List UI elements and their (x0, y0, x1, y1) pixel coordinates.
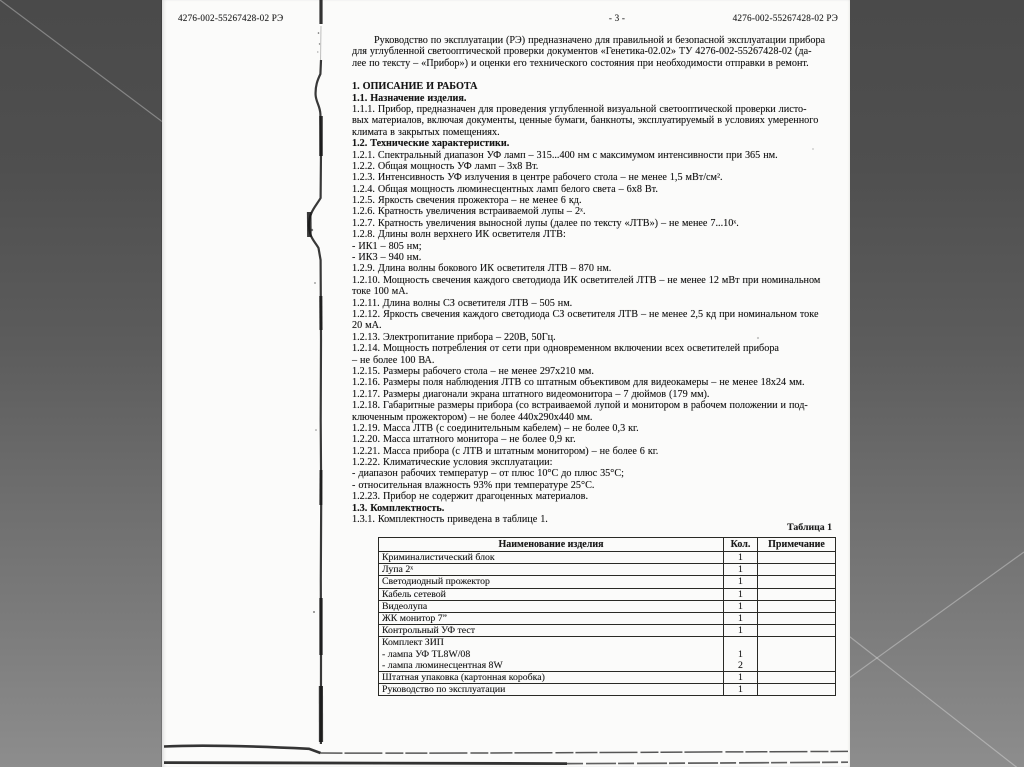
doc-line: 1.2.5. Яркость свечения прожектора – не менее 6 кд. (352, 195, 582, 207)
doc-line: 1.2.23. Прибор не содержит драгоценных материалов. (352, 491, 588, 503)
item-name: - лампа люминесцентная 8W (382, 659, 503, 671)
item-name-cell (379, 612, 724, 624)
scanned-document-page (162, 0, 850, 767)
item-qty-cell (724, 684, 758, 696)
table-column-header: Кол. (724, 538, 758, 552)
item-qty (724, 637, 757, 648)
doc-line: - диапазон рабочих температур – от плюс 10°С до плюс 35°С; (352, 468, 624, 480)
item-name: Комплект ЗИП (382, 637, 444, 649)
document-text-block (352, 35, 846, 525)
item-name-cell (379, 552, 724, 564)
table-row (379, 625, 836, 637)
item-qty: 1 (738, 612, 743, 624)
doc-line: 1.2.2. Общая мощность УФ ламп – 3х8 Вт. (352, 160, 539, 172)
scan-speck (315, 429, 317, 431)
item-name: Штатная упаковка (картонная коробка) (382, 671, 545, 683)
item-qty-cell (724, 625, 758, 637)
table-row (379, 637, 836, 672)
doc-line: вых материалов, включая документы, ценные бумаги, банкноты, эксплуатируемый в условиях умеренного (352, 115, 819, 127)
doc-line: лее по тексту – «Прибор») и оценки его технического состояния при необходимости отправки в ремонт. (352, 57, 809, 69)
doc-line: ключенным прожектором) – не более 440х290х440 мм. (352, 411, 593, 423)
doc-line: 1.2.4. Общая мощность люминесцентных ламп белого света – 6х8 Вт. (352, 183, 658, 195)
doc-line: 1.1. Назначение изделия. (352, 92, 467, 104)
table-column-header: Примечание (758, 538, 836, 552)
item-name-cell (379, 576, 724, 588)
doc-line: 1. ОПИСАНИЕ И РАБОТА (352, 81, 478, 93)
item-qty-cell (724, 576, 758, 588)
item-name: Светодиодный прожектор (382, 576, 490, 588)
equipment-table (378, 537, 836, 696)
doc-line: 1.2.9. Длина волны бокового ИК осветителя ЛТВ – 870 нм. (352, 263, 612, 275)
doc-line: 1.2.7. Кратность увеличения выносной лупы (далее по тексту «ЛТВ») – не менее 7...10ˣ. (352, 217, 739, 229)
item-name-cell (379, 671, 724, 683)
item-name: Руководство по эксплуатации (382, 684, 506, 696)
doc-line: 1.2.14. Мощность потребления от сети при одновременном включении всех осветителей прибора (352, 343, 779, 355)
item-note-cell (758, 684, 836, 696)
doc-line: 1.1.1. Прибор, предназначен для проведения углубленной визуальной светооптической проверки листо- (352, 103, 807, 115)
item-note-cell (758, 552, 836, 564)
item-name: Лупа 2ˣ (382, 564, 414, 576)
item-qty: 1 (738, 671, 743, 683)
doc-line: Руководство по эксплуатации (РЭ) предназначено для правильной и безопасной эксплуатации прибора (374, 35, 826, 46)
scan-speck (311, 229, 313, 231)
table-row (379, 612, 836, 624)
scan-smudge-line (567, 762, 848, 763)
background-diagonal-line (845, 633, 1024, 767)
item-qty: 1 (738, 588, 743, 600)
item-name: Контрольный УФ тест (382, 625, 476, 637)
doc-line: 1.2.6. Кратность увеличения встраиваемой лупы – 2ˣ. (352, 206, 586, 218)
item-name-cell (379, 637, 724, 672)
item-name-cell (379, 684, 724, 696)
item-qty-cell (724, 612, 758, 624)
item-qty: 1 (738, 564, 743, 576)
doc-line: 1.2.16. Размеры поля наблюдения ЛТВ со штатным объективом для видеокамеры – не менее 18х24 мм. (352, 377, 805, 389)
table-header-row (379, 538, 836, 552)
item-qty: 1 (738, 648, 743, 660)
item-qty-cell (724, 564, 758, 576)
table-row (379, 684, 836, 696)
item-qty-cell (724, 637, 758, 672)
background-diagonal-line (0, 0, 176, 132)
doc-line: - ИК1 – 805 нм; (352, 240, 422, 252)
table-row (379, 600, 836, 612)
table-row (379, 671, 836, 683)
item-name: Криминалистический блок (382, 552, 495, 563)
doc-line: 1.3. Комплектность. (352, 502, 445, 514)
item-note-cell (758, 600, 836, 612)
item-qty-cell (724, 600, 758, 612)
item-qty: 1 (738, 684, 743, 696)
background-diagonal-line (845, 552, 1024, 681)
table-row (379, 576, 836, 588)
item-name: - лампа УФ TL8W/08 (382, 648, 471, 660)
doc-line: 1.2.11. Длина волны СЗ осветителя ЛТВ – 505 нм. (352, 297, 573, 309)
doc-line: 1.2.1. Спектральный диапазон УФ ламп – 315...400 нм с максимумом интенсивности при 365 нм. (352, 149, 778, 161)
scan-speck (317, 51, 318, 52)
doc-number-left: 4276-002-55267428-02 РЭ (178, 13, 284, 23)
page-fold-crease (309, 60, 321, 744)
scan-speck (313, 611, 315, 613)
doc-line: 1.2.18. Габаритные размеры прибора (со встраиваемой лупой и монитором в рабочем положении и под- (352, 400, 808, 412)
doc-line: 1.2.13. Электропитание прибора – 220В, 50Гц. (352, 331, 556, 343)
item-name: ЖК монитор 7” (382, 612, 447, 624)
doc-line: климата в закрытых помещениях. (352, 126, 500, 138)
doc-line: - относительная влажность 93% при температуре 25°С. (352, 479, 595, 491)
doc-line: 1.2.12. Яркость свечения каждого светодиода СЗ осветителя ЛТВ – не менее 2,5 кд при номинальном токе (352, 308, 819, 320)
doc-line: 1.2.8. Длины волн верхнего ИК осветителя ЛТВ: (352, 229, 566, 241)
item-name-cell (379, 600, 724, 612)
item-qty: 1 (738, 600, 743, 612)
table-row (379, 552, 836, 564)
scan-smudge-line (164, 763, 567, 764)
page-number: - 3 - (608, 13, 626, 23)
item-name-cell (379, 564, 724, 576)
doc-line: 1.2.3. Интенсивность УФ излучения в центре рабочего стола – не менее 1,5 мВт/см². (352, 172, 723, 184)
item-name-cell (379, 625, 724, 637)
item-note-cell (758, 625, 836, 637)
doc-line: токе 100 мА. (352, 286, 409, 298)
table-caption: Таблица 1 (787, 522, 832, 533)
doc-line: 1.2. Технические характеристики. (352, 138, 510, 150)
item-qty-cell (724, 671, 758, 683)
doc-line: 1.2.17. Размеры диагонали экрана штатного видеомонитора – 7 дюймов (179 мм). (352, 388, 710, 400)
doc-line: для углубленной светооптической проверки документов «Генетика-02.02» ТУ 4276-002-55267428-02 (да- (352, 46, 812, 58)
item-name: Видеолупа (382, 600, 428, 612)
item-note-cell (758, 637, 836, 672)
item-qty-cell (724, 588, 758, 600)
doc-line: – не более 100 ВА. (352, 354, 435, 366)
scan-speck (314, 282, 316, 284)
doc-line: 20 мА. (352, 320, 382, 332)
item-qty: 1 (738, 625, 743, 637)
doc-line: 1.2.15. Размеры рабочего стола – не менее 297х210 мм. (352, 365, 594, 377)
item-note-cell (758, 671, 836, 683)
doc-line: 1.2.22. Климатические условия эксплуатации: (352, 457, 553, 469)
doc-line: 1.2.20. Масса штатного монитора – не более 0,9 кг. (352, 434, 576, 446)
item-name-cell (379, 588, 724, 600)
item-note-cell (758, 564, 836, 576)
item-name: Кабель сетевой (382, 588, 446, 600)
scan-speck (319, 43, 320, 44)
table-row (379, 564, 836, 576)
doc-line: 1.2.21. Масса прибора (с ЛТВ и штатным монитором) – не более 6 кг. (352, 445, 659, 457)
doc-line: 1.2.10. Мощность свечения каждого светодиода ИК осветителей ЛТВ – не менее 12 мВт при номинальном (352, 274, 821, 286)
doc-line: 1.2.19. Масса ЛТВ (с соединительным кабелем) – не более 0,3 кг. (352, 422, 639, 434)
doc-line: 1.3.1. Комплектность приведена в таблице 1. (352, 514, 548, 526)
item-qty: 1 (738, 552, 743, 563)
item-note-cell (758, 576, 836, 588)
item-note-cell (758, 588, 836, 600)
table-column-header: Наименование изделия (379, 538, 724, 552)
item-qty: 2 (738, 659, 743, 671)
scan-smudge-line (164, 746, 321, 753)
item-qty: 1 (738, 576, 743, 588)
doc-line: - ИК3 – 940 нм. (352, 252, 422, 264)
item-qty-cell (724, 552, 758, 564)
item-note-cell (758, 612, 836, 624)
doc-number-right: 4276-002-55267428-02 РЭ (732, 13, 838, 23)
scan-smudge-line (321, 751, 849, 753)
table-row (379, 588, 836, 600)
scan-speck (318, 32, 320, 34)
